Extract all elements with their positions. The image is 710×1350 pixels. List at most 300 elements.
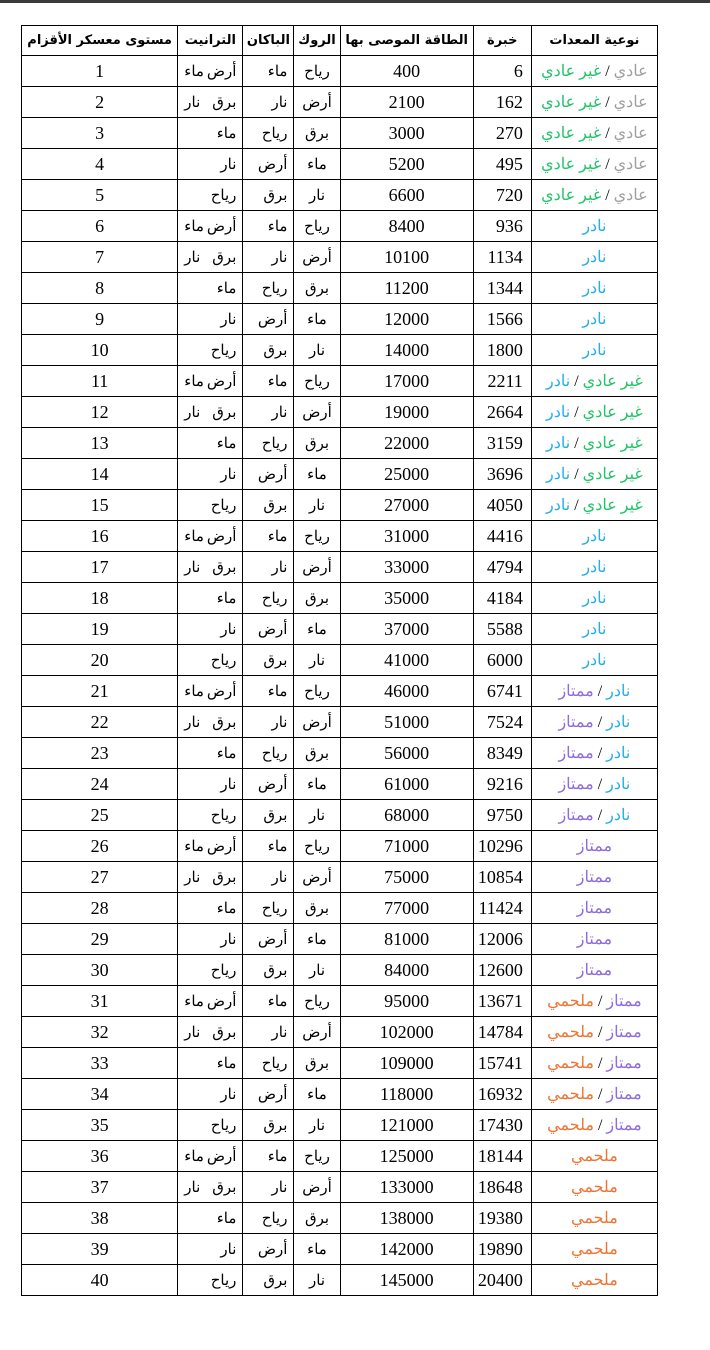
table-row bbox=[22, 1141, 658, 1172]
bakan-cell bbox=[243, 335, 294, 366]
trainet-cell-inner bbox=[178, 465, 242, 484]
exp-cell: 18648 bbox=[473, 1172, 531, 1203]
exp-cell: 18144 bbox=[473, 1141, 531, 1172]
rarity-separator: / bbox=[605, 156, 610, 173]
bakan-cell bbox=[243, 428, 294, 459]
trainet-cell bbox=[178, 552, 243, 583]
bakan-cell-value: ماء bbox=[267, 993, 288, 1010]
table-row bbox=[22, 645, 658, 676]
rarity-label-uncommon: غير عادي bbox=[582, 404, 643, 421]
level-cell: 39 bbox=[22, 1234, 178, 1265]
bakan-cell-inner bbox=[243, 1054, 293, 1073]
exp-cell: 17430 bbox=[473, 1110, 531, 1141]
bakan-cell-value: أرض bbox=[257, 1086, 288, 1103]
trainet-cell-value: نار bbox=[184, 1179, 201, 1196]
rook-cell: ماء bbox=[294, 304, 340, 335]
exp-cell: 9216 bbox=[473, 769, 531, 800]
table-row bbox=[22, 1234, 658, 1265]
power-cell: 138000 bbox=[340, 1203, 473, 1234]
table-row bbox=[22, 800, 658, 831]
trainet-cell bbox=[178, 862, 243, 893]
level-cell: 13 bbox=[22, 428, 178, 459]
rook-cell: ماء bbox=[294, 924, 340, 955]
rarity-label-normal: عادي bbox=[613, 125, 648, 142]
trainet-cell-value: ماء bbox=[184, 373, 204, 390]
exp-cell: 15741 bbox=[473, 1048, 531, 1079]
trainet-cell-inner bbox=[178, 837, 242, 856]
trainet-cell-inner bbox=[178, 930, 242, 949]
power-cell: 22000 bbox=[340, 428, 473, 459]
top-border bbox=[0, 0, 710, 3]
rarity-label-normal: عادي bbox=[613, 156, 648, 173]
bakan-cell bbox=[243, 273, 294, 304]
trainet-cell bbox=[178, 1234, 243, 1265]
rarity-label-legendary: ملحمي bbox=[571, 1148, 618, 1165]
exp-cell: 2211 bbox=[473, 366, 531, 397]
trainet-cell bbox=[178, 645, 243, 676]
rarity-cell bbox=[531, 769, 657, 800]
rook-cell: رياح bbox=[294, 211, 340, 242]
trainet-cell-inner bbox=[178, 372, 242, 391]
rarity-label-rare: نادر bbox=[582, 528, 607, 545]
rarity-cell bbox=[531, 1265, 657, 1296]
trainet-cell-value: ماء bbox=[216, 900, 237, 917]
exp-cell: 3159 bbox=[473, 428, 531, 459]
rarity-label-epic: ممتاز bbox=[576, 900, 613, 917]
trainet-cell-value: أرض bbox=[206, 838, 237, 855]
rarity-separator: / bbox=[605, 94, 610, 111]
power-cell: 61000 bbox=[340, 769, 473, 800]
rarity-separator: / bbox=[597, 1086, 603, 1103]
level-cell: 20 bbox=[22, 645, 178, 676]
bakan-cell bbox=[243, 87, 294, 118]
level-cell: 25 bbox=[22, 800, 178, 831]
trainet-cell-inner bbox=[178, 558, 242, 577]
header-rook: الروك bbox=[294, 26, 340, 56]
table-row bbox=[22, 552, 658, 583]
rook-cell: نار bbox=[294, 1265, 340, 1296]
table-row bbox=[22, 335, 658, 366]
trainet-cell-value: ماء bbox=[184, 63, 204, 80]
rarity-label-uncommon: غير عادي bbox=[582, 497, 643, 514]
exp-cell: 6000 bbox=[473, 645, 531, 676]
table-row bbox=[22, 304, 658, 335]
bakan-cell-value: ماء bbox=[267, 683, 288, 700]
trainet-cell-value: ماء bbox=[184, 1148, 204, 1165]
level-cell: 35 bbox=[22, 1110, 178, 1141]
bakan-cell-value: ماء bbox=[267, 838, 288, 855]
rarity-cell bbox=[531, 614, 657, 645]
rarity-label-legendary: ملحمي bbox=[571, 1210, 618, 1227]
exp-cell: 20400 bbox=[473, 1265, 531, 1296]
trainet-cell-inner bbox=[178, 279, 242, 298]
header-power: الطاقة الموصى بها bbox=[340, 26, 473, 56]
table-row bbox=[22, 397, 658, 428]
rarity-separator: / bbox=[574, 404, 579, 421]
exp-cell: 720 bbox=[473, 180, 531, 211]
rarity-cell bbox=[531, 1203, 657, 1234]
trainet-cell-inner bbox=[178, 1116, 242, 1135]
rarity-separator: / bbox=[574, 497, 579, 514]
rarity-cell bbox=[531, 1110, 657, 1141]
bakan-cell-inner bbox=[243, 1023, 293, 1042]
bakan-cell bbox=[243, 304, 294, 335]
trainet-cell bbox=[178, 924, 243, 955]
trainet-cell bbox=[178, 118, 243, 149]
table-row bbox=[22, 614, 658, 645]
table-row bbox=[22, 862, 658, 893]
power-cell: 8400 bbox=[340, 211, 473, 242]
trainet-cell bbox=[178, 459, 243, 490]
bakan-cell-inner bbox=[243, 1178, 293, 1197]
trainet-cell-inner bbox=[178, 124, 242, 143]
trainet-cell-inner bbox=[178, 434, 242, 453]
table-row bbox=[22, 87, 658, 118]
bakan-cell bbox=[243, 490, 294, 521]
trainet-cell-value: رياح bbox=[210, 807, 237, 824]
trainet-cell-value: ماء bbox=[184, 218, 204, 235]
rarity-label-uncommon: غير عادي bbox=[582, 435, 643, 452]
bakan-cell-value: أرض bbox=[257, 311, 288, 328]
rarity-cell bbox=[531, 397, 657, 428]
trainet-cell bbox=[178, 769, 243, 800]
rook-cell: ماء bbox=[294, 1234, 340, 1265]
exp-cell: 6 bbox=[473, 56, 531, 87]
power-cell: 19000 bbox=[340, 397, 473, 428]
trainet-cell-value: برق bbox=[212, 869, 237, 886]
exp-cell: 19380 bbox=[473, 1203, 531, 1234]
trainet-cell-value: أرض bbox=[206, 373, 237, 390]
bakan-cell-value: رياح bbox=[261, 745, 288, 762]
table-row bbox=[22, 893, 658, 924]
bakan-cell bbox=[243, 893, 294, 924]
power-cell: 2100 bbox=[340, 87, 473, 118]
bakan-cell bbox=[243, 459, 294, 490]
rarity-cell bbox=[531, 1048, 657, 1079]
table-row bbox=[22, 924, 658, 955]
exp-cell: 10296 bbox=[473, 831, 531, 862]
trainet-cell-value: ماء bbox=[216, 590, 237, 607]
trainet-cell-value: ماء bbox=[184, 683, 204, 700]
level-cell: 1 bbox=[22, 56, 178, 87]
rarity-label-rare: نادر bbox=[582, 280, 607, 297]
table-row bbox=[22, 676, 658, 707]
rook-cell: أرض bbox=[294, 552, 340, 583]
rook-cell: أرض bbox=[294, 87, 340, 118]
bakan-cell-inner bbox=[243, 310, 293, 329]
bakan-cell-inner bbox=[243, 868, 293, 887]
bakan-cell bbox=[243, 56, 294, 87]
bakan-cell-inner bbox=[243, 93, 293, 112]
rarity-label-normal: عادي bbox=[613, 63, 648, 80]
trainet-cell-inner bbox=[178, 186, 242, 205]
trainet-cell-value: رياح bbox=[210, 342, 237, 359]
trainet-cell-inner bbox=[178, 496, 242, 515]
bakan-cell bbox=[243, 1172, 294, 1203]
bakan-cell bbox=[243, 242, 294, 273]
level-cell: 19 bbox=[22, 614, 178, 645]
level-cell: 27 bbox=[22, 862, 178, 893]
rarity-label-uncommon: غير عادي bbox=[541, 156, 602, 173]
camp-level-table bbox=[21, 25, 658, 1296]
exp-cell: 9750 bbox=[473, 800, 531, 831]
bakan-cell-inner bbox=[243, 837, 293, 856]
trainet-cell-inner bbox=[178, 341, 242, 360]
bakan-cell bbox=[243, 397, 294, 428]
trainet-cell-inner bbox=[178, 248, 242, 267]
bakan-cell-inner bbox=[243, 961, 293, 980]
trainet-cell-inner bbox=[178, 527, 242, 546]
rook-cell: نار bbox=[294, 1110, 340, 1141]
rarity-cell bbox=[531, 583, 657, 614]
trainet-cell-value: برق bbox=[212, 249, 237, 266]
bakan-cell-inner bbox=[243, 1240, 293, 1259]
rarity-label-rare: نادر bbox=[546, 497, 571, 514]
trainet-cell-value: ماء bbox=[216, 280, 237, 297]
exp-cell: 3696 bbox=[473, 459, 531, 490]
trainet-cell bbox=[178, 1079, 243, 1110]
rook-cell: رياح bbox=[294, 831, 340, 862]
bakan-cell bbox=[243, 955, 294, 986]
trainet-cell-value: ماء bbox=[184, 993, 204, 1010]
bakan-cell bbox=[243, 1110, 294, 1141]
table-row bbox=[22, 707, 658, 738]
table-row bbox=[22, 1172, 658, 1203]
trainet-cell-inner bbox=[178, 1240, 242, 1259]
power-cell: 81000 bbox=[340, 924, 473, 955]
bakan-cell-value: نار bbox=[271, 1179, 288, 1196]
level-cell: 3 bbox=[22, 118, 178, 149]
trainet-cell-value: نار bbox=[220, 621, 237, 638]
rook-cell: ماء bbox=[294, 769, 340, 800]
trainet-cell-value: رياح bbox=[210, 187, 237, 204]
bakan-cell bbox=[243, 614, 294, 645]
trainet-cell-inner bbox=[178, 1023, 242, 1042]
trainet-cell-value: نار bbox=[220, 1241, 237, 1258]
rarity-separator: / bbox=[605, 63, 610, 80]
bakan-cell-inner bbox=[243, 372, 293, 391]
exp-cell: 4794 bbox=[473, 552, 531, 583]
rook-cell: نار bbox=[294, 490, 340, 521]
rook-cell: رياح bbox=[294, 986, 340, 1017]
rook-cell: نار bbox=[294, 180, 340, 211]
bakan-cell bbox=[243, 769, 294, 800]
rarity-label-uncommon: غير عادي bbox=[541, 187, 602, 204]
bakan-cell-value: ماء bbox=[267, 528, 288, 545]
table-row bbox=[22, 490, 658, 521]
trainet-cell bbox=[178, 180, 243, 211]
power-cell: 41000 bbox=[340, 645, 473, 676]
trainet-cell-inner bbox=[178, 806, 242, 825]
rarity-label-legendary: ملحمي bbox=[547, 1086, 594, 1103]
bakan-cell-inner bbox=[243, 930, 293, 949]
bakan-cell-inner bbox=[243, 62, 293, 81]
trainet-cell bbox=[178, 428, 243, 459]
bakan-cell-inner bbox=[243, 682, 293, 701]
level-cell: 16 bbox=[22, 521, 178, 552]
power-cell: 133000 bbox=[340, 1172, 473, 1203]
exp-cell: 11424 bbox=[473, 893, 531, 924]
bakan-cell-value: رياح bbox=[261, 280, 288, 297]
rarity-cell bbox=[531, 738, 657, 769]
rarity-label-rare: نادر bbox=[606, 776, 631, 793]
trainet-cell-inner bbox=[178, 868, 242, 887]
bakan-cell-value: برق bbox=[263, 187, 288, 204]
trainet-cell bbox=[178, 831, 243, 862]
level-cell: 23 bbox=[22, 738, 178, 769]
trainet-cell-inner bbox=[178, 713, 242, 732]
header-exp: خبرة bbox=[473, 26, 531, 56]
table-row bbox=[22, 1110, 658, 1141]
exp-cell: 936 bbox=[473, 211, 531, 242]
rarity-separator: / bbox=[597, 807, 603, 824]
level-cell: 32 bbox=[22, 1017, 178, 1048]
trainet-cell-value: نار bbox=[220, 156, 237, 173]
trainet-cell-value: رياح bbox=[210, 1272, 237, 1289]
table-row bbox=[22, 738, 658, 769]
rarity-label-uncommon: غير عادي bbox=[582, 373, 643, 390]
power-cell: 71000 bbox=[340, 831, 473, 862]
trainet-cell bbox=[178, 366, 243, 397]
rarity-label-uncommon: غير عادي bbox=[541, 125, 602, 142]
trainet-cell-value: نار bbox=[184, 404, 201, 421]
trainet-cell bbox=[178, 676, 243, 707]
rook-cell: أرض bbox=[294, 862, 340, 893]
table-row bbox=[22, 521, 658, 552]
rarity-cell bbox=[531, 552, 657, 583]
power-cell: 102000 bbox=[340, 1017, 473, 1048]
bakan-cell-inner bbox=[243, 992, 293, 1011]
power-cell: 11200 bbox=[340, 273, 473, 304]
level-cell: 36 bbox=[22, 1141, 178, 1172]
rarity-separator: / bbox=[597, 993, 603, 1010]
rarity-label-rare: نادر bbox=[582, 218, 607, 235]
bakan-cell-value: نار bbox=[271, 559, 288, 576]
bakan-cell bbox=[243, 707, 294, 738]
rarity-separator: / bbox=[597, 776, 603, 793]
table-header-row bbox=[22, 26, 658, 56]
table-row bbox=[22, 428, 658, 459]
power-cell: 3000 bbox=[340, 118, 473, 149]
rarity-cell bbox=[531, 862, 657, 893]
level-cell: 11 bbox=[22, 366, 178, 397]
bakan-cell-value: أرض bbox=[257, 776, 288, 793]
bakan-cell-value: نار bbox=[271, 404, 288, 421]
exp-cell: 1566 bbox=[473, 304, 531, 335]
trainet-cell-inner bbox=[178, 1209, 242, 1228]
rarity-cell bbox=[531, 1141, 657, 1172]
trainet-cell-inner bbox=[178, 1271, 242, 1290]
level-cell: 14 bbox=[22, 459, 178, 490]
power-cell: 5200 bbox=[340, 149, 473, 180]
trainet-cell-value: أرض bbox=[206, 528, 237, 545]
trainet-cell bbox=[178, 1203, 243, 1234]
trainet-cell-inner bbox=[178, 1085, 242, 1104]
trainet-cell-inner bbox=[178, 93, 242, 112]
rook-cell: نار bbox=[294, 955, 340, 986]
bakan-cell-value: برق bbox=[263, 497, 288, 514]
rarity-cell bbox=[531, 242, 657, 273]
rarity-label-legendary: ملحمي bbox=[571, 1272, 618, 1289]
rarity-separator: / bbox=[574, 435, 579, 452]
level-cell: 10 bbox=[22, 335, 178, 366]
rarity-label-normal: عادي bbox=[613, 94, 648, 111]
trainet-cell bbox=[178, 1172, 243, 1203]
trainet-cell-inner bbox=[178, 1178, 242, 1197]
trainet-cell bbox=[178, 583, 243, 614]
rook-cell: برق bbox=[294, 273, 340, 304]
rarity-label-epic: ممتاز bbox=[576, 838, 613, 855]
exp-cell: 12006 bbox=[473, 924, 531, 955]
rook-cell: ماء bbox=[294, 614, 340, 645]
power-cell: 12000 bbox=[340, 304, 473, 335]
rook-cell: رياح bbox=[294, 56, 340, 87]
bakan-cell bbox=[243, 1048, 294, 1079]
power-cell: 6600 bbox=[340, 180, 473, 211]
bakan-cell-value: رياح bbox=[261, 1055, 288, 1072]
bakan-cell-value: ماء bbox=[267, 218, 288, 235]
rarity-cell bbox=[531, 986, 657, 1017]
rook-cell: ماء bbox=[294, 459, 340, 490]
rook-cell: ماء bbox=[294, 149, 340, 180]
power-cell: 109000 bbox=[340, 1048, 473, 1079]
rarity-cell bbox=[531, 893, 657, 924]
rook-cell: نار bbox=[294, 645, 340, 676]
power-cell: 31000 bbox=[340, 521, 473, 552]
bakan-cell bbox=[243, 676, 294, 707]
trainet-cell-value: ماء bbox=[216, 745, 237, 762]
rarity-cell bbox=[531, 366, 657, 397]
trainet-cell bbox=[178, 893, 243, 924]
bakan-cell-inner bbox=[243, 1116, 293, 1135]
camp-level-table-wrapper bbox=[21, 25, 658, 1296]
rarity-label-epic: ممتاز bbox=[576, 962, 613, 979]
table-row bbox=[22, 211, 658, 242]
exp-cell: 1344 bbox=[473, 273, 531, 304]
level-cell: 40 bbox=[22, 1265, 178, 1296]
bakan-cell-value: نار bbox=[271, 869, 288, 886]
rarity-cell bbox=[531, 335, 657, 366]
rarity-cell bbox=[531, 924, 657, 955]
rook-cell: رياح bbox=[294, 366, 340, 397]
rarity-separator: / bbox=[597, 745, 603, 762]
trainet-cell-inner bbox=[178, 403, 242, 422]
power-cell: 75000 bbox=[340, 862, 473, 893]
table-row bbox=[22, 986, 658, 1017]
power-cell: 17000 bbox=[340, 366, 473, 397]
rarity-label-rare: نادر bbox=[546, 466, 571, 483]
rarity-label-epic: ممتاز bbox=[606, 1117, 642, 1134]
trainet-cell-value: أرض bbox=[206, 1148, 237, 1165]
level-cell: 15 bbox=[22, 490, 178, 521]
rarity-label-legendary: ملحمي bbox=[571, 1179, 618, 1196]
exp-cell: 270 bbox=[473, 118, 531, 149]
rarity-label-rare: نادر bbox=[582, 590, 607, 607]
rarity-cell bbox=[531, 1172, 657, 1203]
trainet-cell-value: ماء bbox=[216, 1055, 237, 1072]
rarity-cell bbox=[531, 1079, 657, 1110]
rarity-label-epic: ممتاز bbox=[558, 807, 594, 824]
trainet-cell-value: نار bbox=[184, 94, 201, 111]
bakan-cell-value: ماء bbox=[267, 373, 288, 390]
level-cell: 2 bbox=[22, 87, 178, 118]
rarity-label-rare: نادر bbox=[546, 404, 571, 421]
bakan-cell bbox=[243, 180, 294, 211]
trainet-cell-value: برق bbox=[212, 1179, 237, 1196]
rook-cell: برق bbox=[294, 738, 340, 769]
rarity-cell bbox=[531, 87, 657, 118]
level-cell: 5 bbox=[22, 180, 178, 211]
